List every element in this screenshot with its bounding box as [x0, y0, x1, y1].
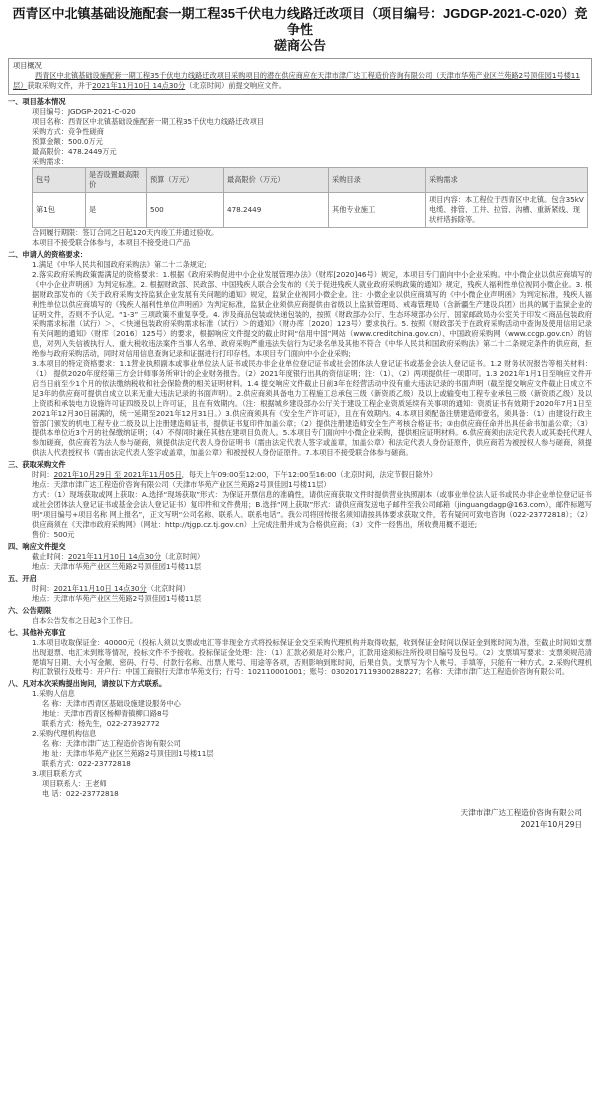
cell-max-price-set: 是 — [86, 193, 147, 228]
procurement-method: 采购方式：竞争性磋商 — [32, 127, 104, 136]
table-row — [33, 193, 588, 228]
purchaser-name: 名 称：天津市西青区基础设施建设服务中心 — [42, 699, 181, 709]
agency-info-heading: 2.采购代理机构信息 — [32, 729, 97, 739]
th-max-price: 最高限价（万元） — [224, 168, 329, 193]
summary-location: 西青区中北镇基础设施配套一期工程35千伏电力线路迁改项目采购项目的潜在供应商应在天津市津广达工程造价咨询有限公司（天津市华苑产业区兰苑路2号顶佳园1号楼11层） — [13, 71, 580, 90]
section-basic-info-heading: 一、项目基本情况 — [8, 97, 66, 106]
project-name: 项目名称：西青区中北镇基础设施配套一期工程35千伏电力线路迁改项目 — [32, 117, 264, 126]
announcement-page — [8, 0, 592, 831]
cell-catalog: 其他专业施工 — [329, 193, 426, 228]
obtain-time — [8, 470, 592, 480]
cell-budget: 500 — [147, 193, 224, 228]
qualification-item-2: 2.落实政府采购政策需满足的资格要求：1.根据《政府采购促进中小企业发展管理办法》（财库[2020]46号）规定，本项目专门面向中小企业采购。中小微企业以供应商填写的《中小企业声明函》为判定标准。2. 根据财政部、民政部、中国残疾人联合会发布的《关于促进残疾人就业政府采购政策的通知》规定，残疾人福利性单位视同小微企业。3. 根据财政部发布的《关于政府采购支持监狱企业发展有关问题的通知》规定，监狱企业视同小微企业。注：小微企业以供应商填写的《中小微企业声明函》为判定标准，残疾人福利性单位以供应商填写的《残疾人福利性单位声明函》为判定标准，监狱企业须供应商提供由省级以上监狱管理局、戒毒管理局（含新疆生产建设兵团）出具的属于监狱企业的证明文件，否则不予认定。“1-3” 三项政策不重复享受。4. 涉及商品包装或快递包装的，按照《财政部办公厅、生态环境部办公厅、国家邮政局办公室关于印发＜商品包装政府采购需求标准（试行）＞、＜快递包装政府采购需求标准（试行）＞的通知》（财办库〔2020〕123号）要求执行。5. 按照《财政部关于在政府采购活动中查询及使用信用记录有关问题的通知》（财库〔2016〕125号）的要求，根据响应文件提交的截止时间“信用中国”网站（www.creditchina.gov.cn）、中国政府采购网（www.ccgp.gov.cn）的信息，对列入失信被执行人、重大税收违法案件当事人名单、政府采购严重违法失信行为记录名单及其他不符合《中华人民共和国政府采购法》第二十二条规定条件的供应商，拒绝参与政府采购活动，同时对信用信息查询记录和证据进行打印存档。本项目专门面向中小企业采购; — [32, 269, 592, 359]
deadline-label: 截止时间： — [32, 551, 68, 561]
opening-time-value: 2021年11月10日 14点30分 — [53, 583, 147, 593]
project-number: 项目编号：JGDGP-2021-C-020 — [32, 107, 136, 116]
agency-address: 地 址：天津市华苑产业区兰苑路2号顶佳园1号楼11层 — [42, 749, 214, 759]
section-obtain-docs-heading: 三、获取采购文件 — [8, 460, 66, 470]
purchaser-contact: 联系方式：杨先生，022-27392772 — [42, 719, 160, 729]
doc-price: 售价：500元 — [32, 529, 75, 539]
th-package: 包号 — [33, 168, 86, 193]
consortium-note: 本项目不接受联合体参与，本项目不接受进口产品 — [32, 238, 191, 247]
cell-demand: 项目内容：本工程位于西青区中北镇。包含35kV电缆、排管、工井、拉管、沟槽、重新紧线、现状杆塔拆除等。 — [426, 193, 588, 228]
project-contact-heading: 3.项目联系方式 — [32, 769, 82, 779]
section-period-heading: 六、公告期限 — [8, 605, 52, 615]
opening-time-label: 时间： — [32, 583, 54, 593]
purchaser-info-heading: 1.采购人信息 — [32, 689, 75, 699]
th-budget: 预算（万元） — [147, 168, 224, 193]
summary-mid: 获取采购文件，并于 — [27, 81, 93, 90]
th-demand: 采购需求 — [426, 168, 588, 193]
agency-name: 名 称：天津市津广达工程造价咨询有限公司 — [42, 739, 181, 749]
submission-deadline — [8, 552, 592, 562]
budget-amount: 预算金额：500.0万元 — [32, 137, 103, 146]
section-submission-heading: 四、响应文件提交 — [8, 541, 66, 551]
obtain-time-rest: ，每天上午09:00至12:00，下午12:00至16:00（北京时间，法定节假日除外） — [181, 470, 437, 480]
summary-tail: （北京时间）前提交响应文件。 — [185, 81, 286, 90]
table-header-row — [33, 168, 588, 193]
summary-text — [13, 71, 587, 91]
cell-package: 第1包 — [33, 193, 86, 228]
section-supplement-heading: 七、其他补充事宜 — [8, 627, 66, 637]
signature-org: 天津市津广达工程造价咨询有限公司 — [460, 808, 582, 818]
procurement-demand-label: 采购需求： — [32, 157, 68, 166]
summary-heading: 项目概况 — [13, 61, 42, 70]
qualification-item-1: 1.满足《中华人民共和国政府采购法》第二十二条规定; — [32, 260, 207, 269]
obtain-place: 地点：天津市津广达工程造价咨询有限公司（天津市华苑产业区兰苑路2号顶佳园1号楼11层） — [32, 480, 331, 490]
opening-time-tz: （北京时间） — [146, 583, 190, 593]
package-table — [32, 167, 588, 228]
th-max-price-set: 是否设置最高限价 — [86, 168, 147, 193]
purchaser-address: 地址：天津市西青区杨柳青镇柳口路8号 — [42, 709, 169, 719]
agency-contact: 联系方式：022-23772818 — [42, 759, 131, 769]
contract-period: 合同履行期限：签订合同之日起120天内竣工并通过验收。 — [32, 228, 219, 237]
submission-place: 地点：天津市华苑产业区兰苑路2号顶佳园1号楼11层 — [32, 561, 202, 571]
th-catalog: 采购目录 — [329, 168, 426, 193]
project-contact-phone: 电 话：022-23772818 — [42, 789, 119, 799]
project-contact-person: 项目联系人：王老师 — [42, 779, 107, 789]
opening-time — [8, 584, 592, 594]
signature-date: 2021年10月29日 — [520, 820, 582, 830]
section-contact-heading: 八、凡对本次采购提出询问，请按以下方式联系。 — [8, 679, 167, 689]
project-summary-box — [8, 58, 592, 95]
deadline-tz: （北京时间） — [161, 551, 205, 561]
page-title — [8, 6, 592, 54]
title-line-1: 西青区中北镇基础设施配套一期工程35千伏电力线路迁改项目（项目编号：JGDGP-2021-C-020）竞争性 — [12, 6, 588, 37]
supplement-text: 1.本项目收取保证金：40000元（投标人须以支票或电汇等非现金方式将投标保证金交至采购代理机构并取得收据，收到保证金时间以保证金到账时间为准，至截止时间如支票出现退票、电汇未到账等情况，投标文件不予接收。投标保证金处理：注：（1）汇款必须是对公账户，汇款用途须标注所投项目编号及包号。（2）支票填写要求：支票须规范清楚填写日期、大小写金额、密码、行号、付款行名称、出票人账号、用途等各项，否则影响到账时间，后果自负。支票写为个人帐号、手填等，只能有一种方式。2.采购代理机构汇款银行及账号：开户行：中国工商银行天津市华苑支行；行号：102110001001；账号：0302017119300288227；名称：天津市津广达工程造价咨询有限公司。 — [32, 637, 592, 677]
opening-place: 地点：天津市华苑产业区兰苑路2号顶佳园1号楼11层 — [32, 593, 202, 603]
section-qualification-heading: 二、申请人的资格要求： — [8, 250, 88, 259]
announcement-period: 自本公告发布之日起3个工作日。 — [32, 615, 138, 625]
deadline-value: 2021年11月10日 14点30分 — [67, 551, 162, 561]
cell-max-price: 478.2449 — [224, 193, 329, 228]
qualification-item-3: 3.本项目的特定资格要求：1.1营业执照副本或事业单位法人证书或民办非企业单位登记证书或社会团体法人登记证书或基金会法人登记证书。1.2 财务状况报告等相关材料：（1） 提供2020年度经第三方会计师事务所审计的企业财务报告。（2）2021年度银行出具的资信证明；注：（1）、（2）两项提供任一项即可。1.3 2021年1月1日至响应文件开启当日前至少1个月的依法缴纳税收和社会保险费的相关证明材料。1.4 提交响应文件截止日前3年在经营活动中没有重大违法记录的书面声明（截至提交响应文件截止日成立不足3年的供应商可提供自成立以来无重大违法记录的书面声明）。2.供应商须具备电力工程施工总承包三级（新资质乙级）及以上或输变电工程专业承包三级（新资质乙级）及以上资质和承装电力设施许可证四级及以上许可证，且在有效期内。（注：根据城乡建设部办公厅关于建设工程企业资质延续有关事项的通知：资质证书有效期于2020年7月1日至2021年12月30日届满的，统一延期至2021年12月31日。）3.供应商须具有《安全生产许可证》，且在有效期内。4.本项目须配备注册建造师壹名，须具备：（1）由建设行政主管部门颁发的机电工程专业二级及以上注册建造师证书，提供证书复印件加盖公章；（2）提供注册建造师安全生产考核合格证书；③由供应商任命并出具任命书加盖公章；（3）提供本单位近3个月的社保缴纳证明；（4）不得同时兼任其他在建项目负责人。5.本项目专门面向中小微企业采购，提供相应证明材料。6.供应商须由法定代表人或其委托代理人参加磋商，供应商若为法人参与磋商，须提供法定代表人身份证明书（需由法定代表人签字或盖章，加盖公章）和法定代表人身份证原件，供应商若为被授权人参与磋商，须提供法人代表授权书（需由法定代表人签字或盖章，加盖公章）和被授权人身份证原件。7.本项目不接受联合体参与磋商。 — [32, 359, 592, 458]
obtain-time-period: 2021年10月29日 至 2021年11月05日 — [53, 470, 182, 480]
max-price: 最高限价：478.2449万元 — [32, 147, 117, 156]
obtain-time-label: 时间： — [32, 470, 54, 480]
section-opening-heading: 五、开启 — [8, 573, 37, 583]
obtain-method: 方式：（1）现场获取或网上获取：A.选择“现场获取”形式：为保证开票信息的准确性，请供应商获取文件时提供营业执照副本（或事业单位法人证书或民办非企业单位登记证书或社会团体法人登记证书或基金会法人登记证书）复印件和文件费用；B.选择“网上获取”形式：请供应商发送电子邮件至我公司邮箱（jinguangdagp@163.com），邮件标题写明“项目编号+项目名称 网上报名”，正文写明“公司名称、联系人、联系电话”。我公司将回传报名须知请按具体要求获取文件，若有疑问可致电咨询（022-23772818）；（2）供应商须在《天津市政府采购网》（网址：http://tjgp.cz.tj.gov.cn）上完成注册并成为合格供应商；（3）文件一经售出，所收费用概不退还; — [32, 490, 592, 529]
title-line-2: 磋商公告 — [273, 38, 326, 53]
summary-deadline: 2021年11月10日 14点30分 — [92, 81, 186, 90]
